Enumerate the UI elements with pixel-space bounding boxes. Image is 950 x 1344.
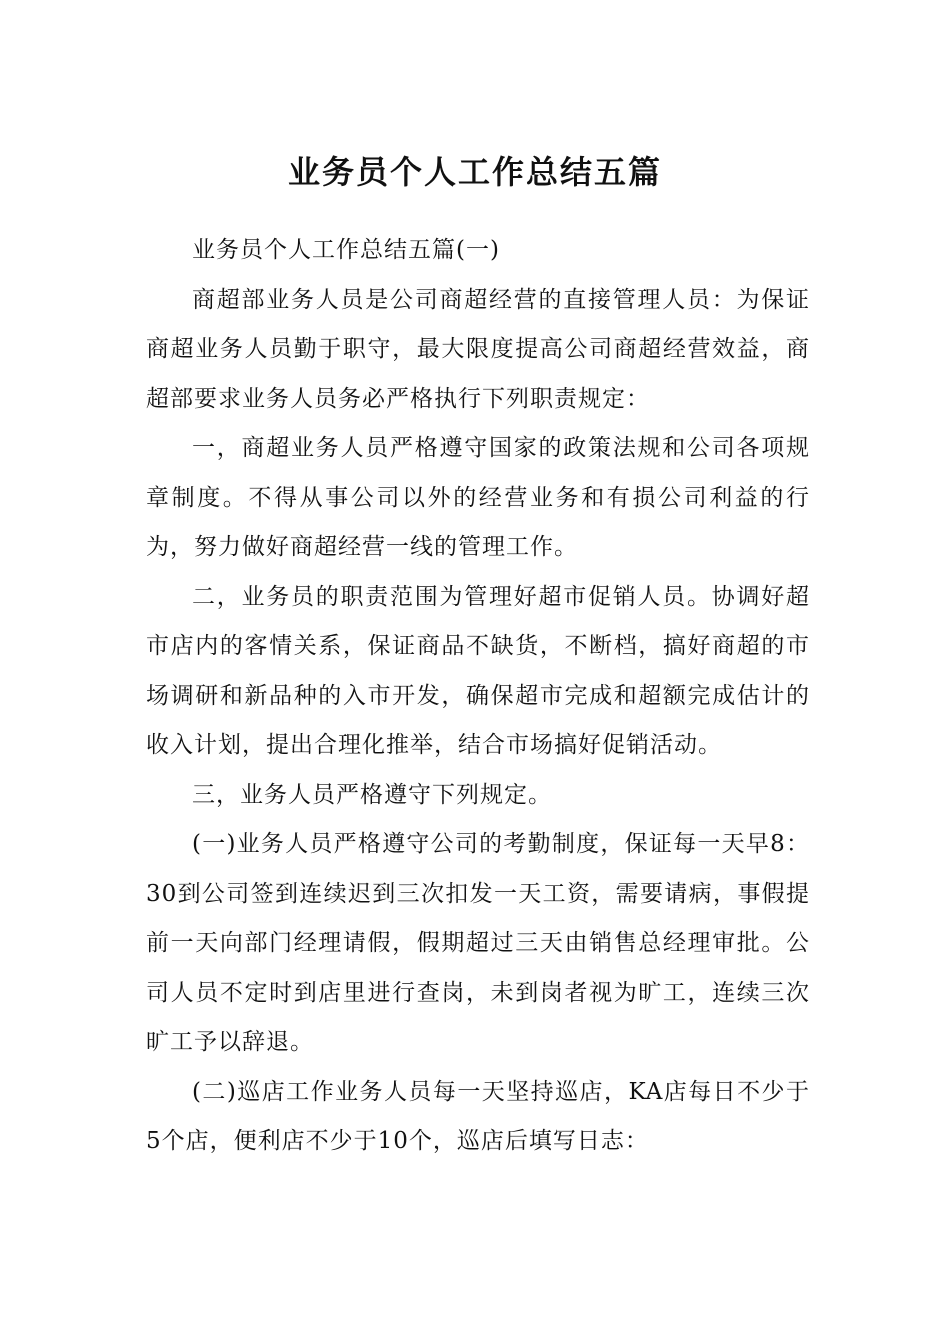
paragraph-rule-3: 三，业务人员严格遵守下列规定。 <box>192 781 552 808</box>
paragraph-store-visits: (二)巡店工作业务人员每一天坚持巡店，KA店每日不少于5个店，便利店不少于10个，巡店后填写日志： <box>146 1078 810 1154</box>
document-title: 业务员个人工作总结五篇 <box>287 153 662 192</box>
paragraph-rule-1: 一，商超业务人员严格遵守国家的政策法规和公司各项规章制度。不得从事公司以外的经营业务和有损公司利益的行为，努力做好商超经营一线的管理工作。 <box>146 435 810 560</box>
document-body <box>146 226 810 1167</box>
paragraph-intro: 商超部业务人员是公司商超经营的直接管理人员：为保证商超业务人员勤于职守，最大限度提高公司商超经营效益，商超部要求业务人员务必严格执行下列职责规定： <box>146 286 810 412</box>
paragraph-rule-2: 二，业务员的职责范围为管理好超市促销人员。协调好超市店内的客情关系，保证商品不缺货，不断档，搞好商超的市场调研和新品种的入市开发，确保超市完成和超额完成估计的收入计划，提出合理化推举，结合市场搞好促销活动。 <box>146 583 810 758</box>
section-heading: 业务员个人工作总结五篇(一) <box>192 237 500 263</box>
paragraph-attendance: (一)业务人员严格遵守公司的考勤制度，保证每一天早8：30到公司签到连续迟到三次扣发一天工资，需要请病，事假提前一天向部门经理请假，假期超过三天由销售总经理审批。公司人员不定时到店里进行查岗，未到岗者视为旷工，连续三次旷工予以辞退。 <box>146 831 810 1055</box>
